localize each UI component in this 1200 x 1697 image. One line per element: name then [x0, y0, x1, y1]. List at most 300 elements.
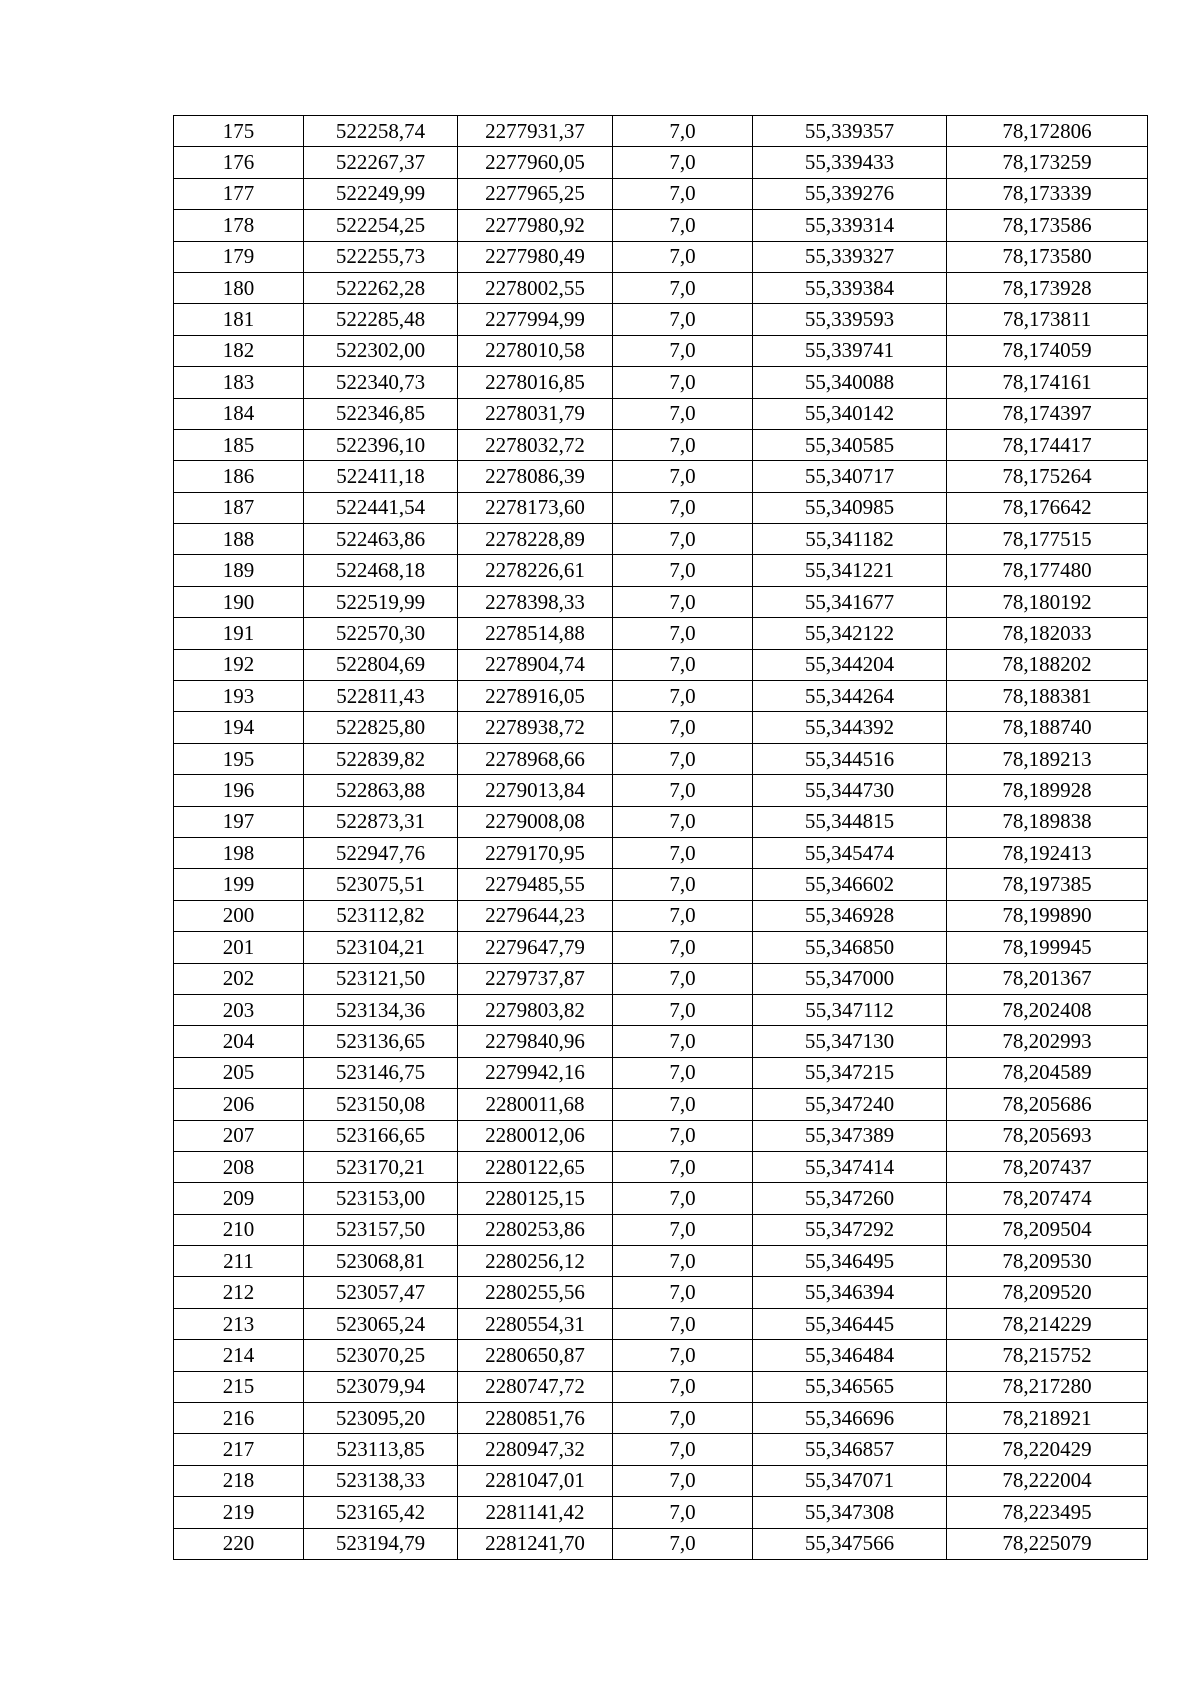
y-coordinate-cell: 2280012,06 — [458, 1120, 613, 1151]
point-number-cell: 187 — [174, 492, 304, 523]
latitude-cell: 55,347000 — [753, 963, 947, 994]
table-row — [174, 712, 1148, 743]
point-number-cell: 188 — [174, 524, 304, 555]
point-number-cell: 212 — [174, 1277, 304, 1308]
value-cell: 7,0 — [613, 775, 753, 806]
latitude-cell: 55,346495 — [753, 1246, 947, 1277]
table-row — [174, 1308, 1148, 1339]
x-coordinate-cell: 522463,86 — [304, 524, 458, 555]
table-row — [174, 147, 1148, 178]
table-row — [174, 1497, 1148, 1528]
table-row — [174, 743, 1148, 774]
value-cell: 7,0 — [613, 963, 753, 994]
table-row — [174, 1277, 1148, 1308]
x-coordinate-cell: 522519,99 — [304, 586, 458, 617]
value-cell: 7,0 — [613, 116, 753, 147]
value-cell: 7,0 — [613, 994, 753, 1025]
longitude-cell: 78,199890 — [947, 900, 1148, 931]
x-coordinate-cell: 523057,47 — [304, 1277, 458, 1308]
table-row — [174, 492, 1148, 523]
y-coordinate-cell: 2278968,66 — [458, 743, 613, 774]
x-coordinate-cell: 523166,65 — [304, 1120, 458, 1151]
table-row — [174, 367, 1148, 398]
point-number-cell: 203 — [174, 994, 304, 1025]
value-cell: 7,0 — [613, 1151, 753, 1182]
point-number-cell: 186 — [174, 461, 304, 492]
x-coordinate-cell: 523136,65 — [304, 1026, 458, 1057]
value-cell: 7,0 — [613, 586, 753, 617]
y-coordinate-cell: 2279840,96 — [458, 1026, 613, 1057]
y-coordinate-cell: 2278514,88 — [458, 618, 613, 649]
longitude-cell: 78,225079 — [947, 1528, 1148, 1559]
latitude-cell: 55,339433 — [753, 147, 947, 178]
x-coordinate-cell: 523157,50 — [304, 1214, 458, 1245]
point-number-cell: 196 — [174, 775, 304, 806]
longitude-cell: 78,173586 — [947, 210, 1148, 241]
longitude-cell: 78,209504 — [947, 1214, 1148, 1245]
y-coordinate-cell: 2280851,76 — [458, 1403, 613, 1434]
x-coordinate-cell: 523079,94 — [304, 1371, 458, 1402]
y-coordinate-cell: 2278904,74 — [458, 649, 613, 680]
value-cell: 7,0 — [613, 1403, 753, 1434]
value-cell: 7,0 — [613, 1120, 753, 1151]
latitude-cell: 55,347389 — [753, 1120, 947, 1151]
longitude-cell: 78,174397 — [947, 398, 1148, 429]
longitude-cell: 78,201367 — [947, 963, 1148, 994]
longitude-cell: 78,205693 — [947, 1120, 1148, 1151]
latitude-cell: 55,346484 — [753, 1340, 947, 1371]
longitude-cell: 78,209530 — [947, 1246, 1148, 1277]
x-coordinate-cell: 522811,43 — [304, 681, 458, 712]
y-coordinate-cell: 2278938,72 — [458, 712, 613, 743]
y-coordinate-cell: 2278016,85 — [458, 367, 613, 398]
y-coordinate-cell: 2280947,32 — [458, 1434, 613, 1465]
value-cell: 7,0 — [613, 461, 753, 492]
table-row — [174, 555, 1148, 586]
longitude-cell: 78,173339 — [947, 178, 1148, 209]
point-number-cell: 206 — [174, 1089, 304, 1120]
x-coordinate-cell: 523165,42 — [304, 1497, 458, 1528]
table-row — [174, 1214, 1148, 1245]
latitude-cell: 55,339357 — [753, 116, 947, 147]
latitude-cell: 55,346565 — [753, 1371, 947, 1402]
latitude-cell: 55,340585 — [753, 429, 947, 460]
y-coordinate-cell: 2278010,58 — [458, 335, 613, 366]
x-coordinate-cell: 522873,31 — [304, 806, 458, 837]
table-row — [174, 210, 1148, 241]
table-row — [174, 429, 1148, 460]
x-coordinate-cell: 522863,88 — [304, 775, 458, 806]
value-cell: 7,0 — [613, 712, 753, 743]
longitude-cell: 78,223495 — [947, 1497, 1148, 1528]
point-number-cell: 190 — [174, 586, 304, 617]
latitude-cell: 55,339276 — [753, 178, 947, 209]
latitude-cell: 55,339327 — [753, 241, 947, 272]
y-coordinate-cell: 2278173,60 — [458, 492, 613, 523]
table-row — [174, 586, 1148, 617]
x-coordinate-cell: 523095,20 — [304, 1403, 458, 1434]
latitude-cell: 55,347215 — [753, 1057, 947, 1088]
value-cell: 7,0 — [613, 806, 753, 837]
point-number-cell: 213 — [174, 1308, 304, 1339]
value-cell: 7,0 — [613, 367, 753, 398]
value-cell: 7,0 — [613, 869, 753, 900]
x-coordinate-cell: 522839,82 — [304, 743, 458, 774]
value-cell: 7,0 — [613, 932, 753, 963]
y-coordinate-cell: 2280122,65 — [458, 1151, 613, 1182]
value-cell: 7,0 — [613, 1246, 753, 1277]
table-row — [174, 241, 1148, 272]
table-row — [174, 1246, 1148, 1277]
table-row — [174, 178, 1148, 209]
table-row — [174, 963, 1148, 994]
longitude-cell: 78,215752 — [947, 1340, 1148, 1371]
latitude-cell: 55,346928 — [753, 900, 947, 931]
point-number-cell: 220 — [174, 1528, 304, 1559]
point-number-cell: 218 — [174, 1465, 304, 1496]
y-coordinate-cell: 2279013,84 — [458, 775, 613, 806]
point-number-cell: 179 — [174, 241, 304, 272]
x-coordinate-cell: 522254,25 — [304, 210, 458, 241]
value-cell: 7,0 — [613, 1434, 753, 1465]
table-row — [174, 1340, 1148, 1371]
value-cell: 7,0 — [613, 178, 753, 209]
x-coordinate-cell: 522804,69 — [304, 649, 458, 680]
longitude-cell: 78,189213 — [947, 743, 1148, 774]
value-cell: 7,0 — [613, 492, 753, 523]
table-row — [174, 681, 1148, 712]
latitude-cell: 55,340088 — [753, 367, 947, 398]
longitude-cell: 78,174417 — [947, 429, 1148, 460]
table-row — [174, 1057, 1148, 1088]
table-row — [174, 1434, 1148, 1465]
table-row — [174, 461, 1148, 492]
point-number-cell: 178 — [174, 210, 304, 241]
value-cell: 7,0 — [613, 837, 753, 868]
x-coordinate-cell: 522947,76 — [304, 837, 458, 868]
latitude-cell: 55,344730 — [753, 775, 947, 806]
latitude-cell: 55,346394 — [753, 1277, 947, 1308]
value-cell: 7,0 — [613, 335, 753, 366]
point-number-cell: 193 — [174, 681, 304, 712]
y-coordinate-cell: 2278916,05 — [458, 681, 613, 712]
longitude-cell: 78,174059 — [947, 335, 1148, 366]
y-coordinate-cell: 2279644,23 — [458, 900, 613, 931]
x-coordinate-cell: 523068,81 — [304, 1246, 458, 1277]
longitude-cell: 78,209520 — [947, 1277, 1148, 1308]
longitude-cell: 78,202993 — [947, 1026, 1148, 1057]
value-cell: 7,0 — [613, 147, 753, 178]
point-number-cell: 177 — [174, 178, 304, 209]
latitude-cell: 55,346696 — [753, 1403, 947, 1434]
longitude-cell: 78,176642 — [947, 492, 1148, 523]
point-number-cell: 217 — [174, 1434, 304, 1465]
table-row — [174, 1151, 1148, 1182]
value-cell: 7,0 — [613, 1214, 753, 1245]
longitude-cell: 78,174161 — [947, 367, 1148, 398]
longitude-cell: 78,222004 — [947, 1465, 1148, 1496]
latitude-cell: 55,341221 — [753, 555, 947, 586]
value-cell: 7,0 — [613, 1497, 753, 1528]
y-coordinate-cell: 2279647,79 — [458, 932, 613, 963]
y-coordinate-cell: 2277960,05 — [458, 147, 613, 178]
table-row — [174, 272, 1148, 303]
x-coordinate-cell: 523150,08 — [304, 1089, 458, 1120]
longitude-cell: 78,180192 — [947, 586, 1148, 617]
y-coordinate-cell: 2277980,92 — [458, 210, 613, 241]
y-coordinate-cell: 2280255,56 — [458, 1277, 613, 1308]
latitude-cell: 55,347566 — [753, 1528, 947, 1559]
value-cell: 7,0 — [613, 272, 753, 303]
table-row — [174, 524, 1148, 555]
y-coordinate-cell: 2277994,99 — [458, 304, 613, 335]
longitude-cell: 78,214229 — [947, 1308, 1148, 1339]
y-coordinate-cell: 2279803,82 — [458, 994, 613, 1025]
y-coordinate-cell: 2278031,79 — [458, 398, 613, 429]
latitude-cell: 55,347308 — [753, 1497, 947, 1528]
y-coordinate-cell: 2279942,16 — [458, 1057, 613, 1088]
longitude-cell: 78,217280 — [947, 1371, 1148, 1402]
x-coordinate-cell: 523170,21 — [304, 1151, 458, 1182]
x-coordinate-cell: 522285,48 — [304, 304, 458, 335]
longitude-cell: 78,188202 — [947, 649, 1148, 680]
table-row — [174, 398, 1148, 429]
longitude-cell: 78,177515 — [947, 524, 1148, 555]
x-coordinate-cell: 523146,75 — [304, 1057, 458, 1088]
point-number-cell: 197 — [174, 806, 304, 837]
latitude-cell: 55,340142 — [753, 398, 947, 429]
latitude-cell: 55,342122 — [753, 618, 947, 649]
point-number-cell: 205 — [174, 1057, 304, 1088]
point-number-cell: 195 — [174, 743, 304, 774]
latitude-cell: 55,339384 — [753, 272, 947, 303]
point-number-cell: 210 — [174, 1214, 304, 1245]
y-coordinate-cell: 2278032,72 — [458, 429, 613, 460]
table-row — [174, 806, 1148, 837]
value-cell: 7,0 — [613, 900, 753, 931]
table-row — [174, 775, 1148, 806]
value-cell: 7,0 — [613, 1183, 753, 1214]
value-cell: 7,0 — [613, 1528, 753, 1559]
y-coordinate-cell: 2278228,89 — [458, 524, 613, 555]
point-number-cell: 181 — [174, 304, 304, 335]
table-row — [174, 335, 1148, 366]
latitude-cell: 55,341182 — [753, 524, 947, 555]
value-cell: 7,0 — [613, 1465, 753, 1496]
y-coordinate-cell: 2280554,31 — [458, 1308, 613, 1339]
x-coordinate-cell: 522411,18 — [304, 461, 458, 492]
longitude-cell: 78,205686 — [947, 1089, 1148, 1120]
latitude-cell: 55,347414 — [753, 1151, 947, 1182]
x-coordinate-cell: 523121,50 — [304, 963, 458, 994]
table-row — [174, 837, 1148, 868]
table-row — [174, 1371, 1148, 1402]
value-cell: 7,0 — [613, 210, 753, 241]
latitude-cell: 55,340717 — [753, 461, 947, 492]
longitude-cell: 78,173580 — [947, 241, 1148, 272]
table-row — [174, 869, 1148, 900]
table-row — [174, 116, 1148, 147]
y-coordinate-cell: 2279485,55 — [458, 869, 613, 900]
point-number-cell: 183 — [174, 367, 304, 398]
y-coordinate-cell: 2280256,12 — [458, 1246, 613, 1277]
latitude-cell: 55,346445 — [753, 1308, 947, 1339]
point-number-cell: 194 — [174, 712, 304, 743]
latitude-cell: 55,339593 — [753, 304, 947, 335]
point-number-cell: 208 — [174, 1151, 304, 1182]
longitude-cell: 78,207474 — [947, 1183, 1148, 1214]
latitude-cell: 55,347240 — [753, 1089, 947, 1120]
table-row — [174, 1403, 1148, 1434]
coordinates-table-body — [174, 116, 1148, 1560]
x-coordinate-cell: 523104,21 — [304, 932, 458, 963]
latitude-cell: 55,347260 — [753, 1183, 947, 1214]
point-number-cell: 201 — [174, 932, 304, 963]
value-cell: 7,0 — [613, 743, 753, 774]
latitude-cell: 55,347112 — [753, 994, 947, 1025]
point-number-cell: 176 — [174, 147, 304, 178]
point-number-cell: 189 — [174, 555, 304, 586]
latitude-cell: 55,341677 — [753, 586, 947, 617]
longitude-cell: 78,218921 — [947, 1403, 1148, 1434]
y-coordinate-cell: 2277980,49 — [458, 241, 613, 272]
x-coordinate-cell: 522302,00 — [304, 335, 458, 366]
point-number-cell: 184 — [174, 398, 304, 429]
table-row — [174, 932, 1148, 963]
table-row — [174, 994, 1148, 1025]
point-number-cell: 214 — [174, 1340, 304, 1371]
point-number-cell: 211 — [174, 1246, 304, 1277]
longitude-cell: 78,188381 — [947, 681, 1148, 712]
longitude-cell: 78,188740 — [947, 712, 1148, 743]
x-coordinate-cell: 523112,82 — [304, 900, 458, 931]
latitude-cell: 55,345474 — [753, 837, 947, 868]
longitude-cell: 78,173928 — [947, 272, 1148, 303]
x-coordinate-cell: 523065,24 — [304, 1308, 458, 1339]
x-coordinate-cell: 522825,80 — [304, 712, 458, 743]
value-cell: 7,0 — [613, 1371, 753, 1402]
latitude-cell: 55,347071 — [753, 1465, 947, 1496]
x-coordinate-cell: 522340,73 — [304, 367, 458, 398]
y-coordinate-cell: 2278086,39 — [458, 461, 613, 492]
latitude-cell: 55,344204 — [753, 649, 947, 680]
value-cell: 7,0 — [613, 649, 753, 680]
y-coordinate-cell: 2280125,15 — [458, 1183, 613, 1214]
point-number-cell: 216 — [174, 1403, 304, 1434]
value-cell: 7,0 — [613, 1308, 753, 1339]
longitude-cell: 78,199945 — [947, 932, 1148, 963]
y-coordinate-cell: 2278226,61 — [458, 555, 613, 586]
longitude-cell: 78,220429 — [947, 1434, 1148, 1465]
latitude-cell: 55,339314 — [753, 210, 947, 241]
value-cell: 7,0 — [613, 241, 753, 272]
y-coordinate-cell: 2279737,87 — [458, 963, 613, 994]
longitude-cell: 78,197385 — [947, 869, 1148, 900]
table-row — [174, 1183, 1148, 1214]
longitude-cell: 78,204589 — [947, 1057, 1148, 1088]
point-number-cell: 182 — [174, 335, 304, 366]
y-coordinate-cell: 2280650,87 — [458, 1340, 613, 1371]
longitude-cell: 78,182033 — [947, 618, 1148, 649]
point-number-cell: 199 — [174, 869, 304, 900]
longitude-cell: 78,189838 — [947, 806, 1148, 837]
longitude-cell: 78,202408 — [947, 994, 1148, 1025]
y-coordinate-cell: 2280747,72 — [458, 1371, 613, 1402]
point-number-cell: 209 — [174, 1183, 304, 1214]
point-number-cell: 180 — [174, 272, 304, 303]
x-coordinate-cell: 523134,36 — [304, 994, 458, 1025]
x-coordinate-cell: 523070,25 — [304, 1340, 458, 1371]
longitude-cell: 78,189928 — [947, 775, 1148, 806]
table-row — [174, 304, 1148, 335]
x-coordinate-cell: 522249,99 — [304, 178, 458, 209]
value-cell: 7,0 — [613, 1340, 753, 1371]
x-coordinate-cell: 522570,30 — [304, 618, 458, 649]
value-cell: 7,0 — [613, 304, 753, 335]
y-coordinate-cell: 2281047,01 — [458, 1465, 613, 1496]
value-cell: 7,0 — [613, 1277, 753, 1308]
point-number-cell: 200 — [174, 900, 304, 931]
latitude-cell: 55,347292 — [753, 1214, 947, 1245]
point-number-cell: 219 — [174, 1497, 304, 1528]
value-cell: 7,0 — [613, 681, 753, 712]
latitude-cell: 55,346602 — [753, 869, 947, 900]
table-row — [174, 1528, 1148, 1559]
latitude-cell: 55,340985 — [753, 492, 947, 523]
latitude-cell: 55,344516 — [753, 743, 947, 774]
longitude-cell: 78,207437 — [947, 1151, 1148, 1182]
value-cell: 7,0 — [613, 1057, 753, 1088]
x-coordinate-cell: 522255,73 — [304, 241, 458, 272]
y-coordinate-cell: 2279170,95 — [458, 837, 613, 868]
x-coordinate-cell: 523075,51 — [304, 869, 458, 900]
y-coordinate-cell: 2280253,86 — [458, 1214, 613, 1245]
table-row — [174, 1089, 1148, 1120]
x-coordinate-cell: 522346,85 — [304, 398, 458, 429]
table-row — [174, 618, 1148, 649]
latitude-cell: 55,344264 — [753, 681, 947, 712]
x-coordinate-cell: 523194,79 — [304, 1528, 458, 1559]
value-cell: 7,0 — [613, 1089, 753, 1120]
y-coordinate-cell: 2279008,08 — [458, 806, 613, 837]
value-cell: 7,0 — [613, 524, 753, 555]
value-cell: 7,0 — [613, 1026, 753, 1057]
x-coordinate-cell: 523138,33 — [304, 1465, 458, 1496]
longitude-cell: 78,192413 — [947, 837, 1148, 868]
point-number-cell: 192 — [174, 649, 304, 680]
value-cell: 7,0 — [613, 398, 753, 429]
x-coordinate-cell: 523113,85 — [304, 1434, 458, 1465]
point-number-cell: 204 — [174, 1026, 304, 1057]
y-coordinate-cell: 2281141,42 — [458, 1497, 613, 1528]
latitude-cell: 55,346850 — [753, 932, 947, 963]
x-coordinate-cell: 522441,54 — [304, 492, 458, 523]
longitude-cell: 78,175264 — [947, 461, 1148, 492]
point-number-cell: 215 — [174, 1371, 304, 1402]
x-coordinate-cell: 522267,37 — [304, 147, 458, 178]
latitude-cell: 55,347130 — [753, 1026, 947, 1057]
y-coordinate-cell: 2278398,33 — [458, 586, 613, 617]
latitude-cell: 55,339741 — [753, 335, 947, 366]
longitude-cell: 78,177480 — [947, 555, 1148, 586]
table-row — [174, 1465, 1148, 1496]
x-coordinate-cell: 522468,18 — [304, 555, 458, 586]
table-row — [174, 1120, 1148, 1151]
point-number-cell: 198 — [174, 837, 304, 868]
value-cell: 7,0 — [613, 618, 753, 649]
point-number-cell: 202 — [174, 963, 304, 994]
table-row — [174, 649, 1148, 680]
